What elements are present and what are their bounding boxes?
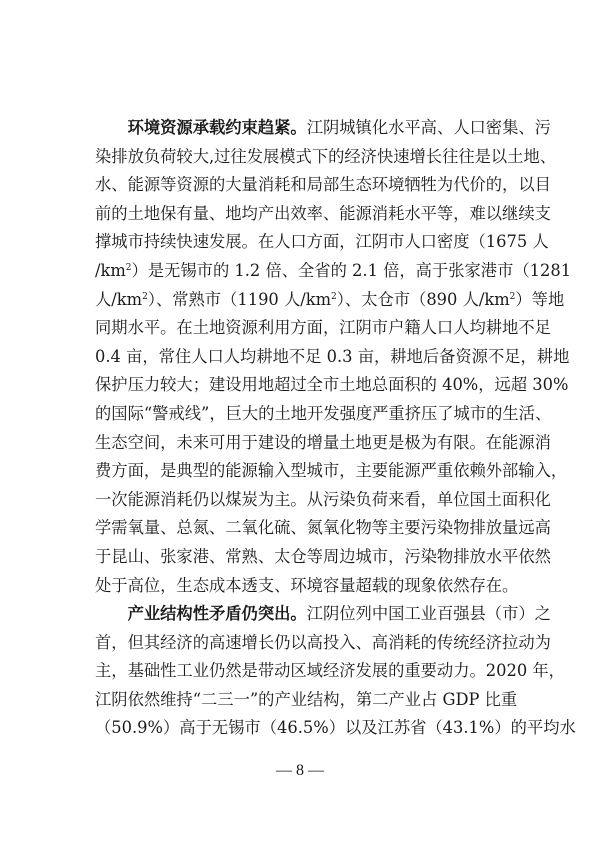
text-line [95,257,572,286]
text-segment: 首，但其经济的高速增长仍以高投入、高消耗的传统经济拉动为 [95,632,551,652]
superscript: 2 [509,291,516,302]
paragraph-heading: 产业结构性矛盾仍突出。 [127,604,307,624]
text-segment: ）、常熟市（1190 人/km [147,289,332,309]
text-line [95,657,565,686]
text-segment [95,118,128,137]
text-segment: 于昆山、张家港、常熟、太仓等周边城市，污染物排放水平依然 [95,546,551,566]
text-segment: 学需氧量、总氮、二氧化硫、氮氧化物等主要污染物排放量远高 [95,518,551,538]
text-segment: 费方面，是典型的能源输入型城市，主要能源严重依赖外部输入， [95,461,568,481]
text-line [95,228,549,257]
text-line [95,457,568,486]
text-segment: 主，基础性工业仍然是带动区域经济发展的重要动力。2020 年， [95,661,565,681]
text-segment: 水、能源等资源的大量消耗和局部生态环境牺牲为代价的，以目 [95,175,551,195]
text-line [95,429,551,458]
text-segment: 同期水平。在土地资源利用方面，江阴市户籍人口人均耕地不足 [95,318,551,338]
text-segment: 撑城市持续快速发展。在人口方面，江阴市人口密度（1675 人 [95,232,549,252]
text-segment: /km [95,260,126,280]
text-segment: 江阴位列中国工业百强县（市）之 [306,604,551,624]
text-line [95,629,551,658]
text-segment: 的国际“警戒线”，巨大的土地开发强度严重挤压了城市的生活、 [95,403,552,423]
page-number: — 8 — [276,762,324,779]
superscript: 2 [331,291,337,302]
text-line [95,572,519,601]
text-segment: ）是无锡市的 1.2 倍、全省的 2.1 倍，高于张家港市（1281 [131,260,572,280]
text-line [95,714,576,743]
text-line [95,486,551,515]
superscript: 2 [142,291,148,302]
text-line [95,371,569,400]
text-line [95,686,518,715]
text-segment: 江阴依然维持“二三一”的产业结构，第二产业占 GDP 比重 [95,689,518,709]
text-segment: 染排放负荷较大,过往发展模式下的经济快速增长往往是以土地、 [95,146,557,166]
text-segment: 生态空间，未来可用于建设的增量土地更是极为有限。在能源消 [95,432,551,452]
text-line [95,286,565,315]
text-line [95,514,551,543]
paragraph-heading: 环境资源承载约束趋紧。 [127,118,307,137]
text-line [95,543,551,572]
document-body [95,114,576,743]
text-line [95,143,557,172]
text-line [95,171,551,200]
text-segment [95,604,128,623]
text-segment: ）等地 [515,289,565,309]
text-segment: ）、太仓市（890 人/km [336,289,510,309]
text-line [95,343,570,372]
text-segment: 江阴城镇化水平高、人口密集、污 [306,118,551,137]
text-segment: 0.4 亩，常住人口人均耕地不足 0.3 亩，耕地后备资源不足，耕地 [95,346,570,366]
text-line [95,200,551,229]
text-line [95,400,552,429]
text-line [95,600,551,629]
text-segment: 处于高位，生态成本透支、环境容量超载的现象依然存在。 [95,575,519,595]
text-line [95,114,551,143]
text-segment: 前的土地保有量、地均产出效率、能源消耗水平等，难以继续支 [95,203,551,223]
text-segment: 保护压力较大；建设用地超过全市土地总面积的 40%，远超 30% [95,375,569,395]
text-segment: 一次能源消耗仍以煤炭为主。从污染负荷来看，单位国土面积化 [95,489,551,509]
text-line [95,314,551,343]
text-segment: 人/km [95,289,143,309]
text-segment: （50.9%）高于无锡市（46.5%）以及江苏省（43.1%）的平均水 [95,718,576,738]
superscript: 2 [125,262,132,273]
